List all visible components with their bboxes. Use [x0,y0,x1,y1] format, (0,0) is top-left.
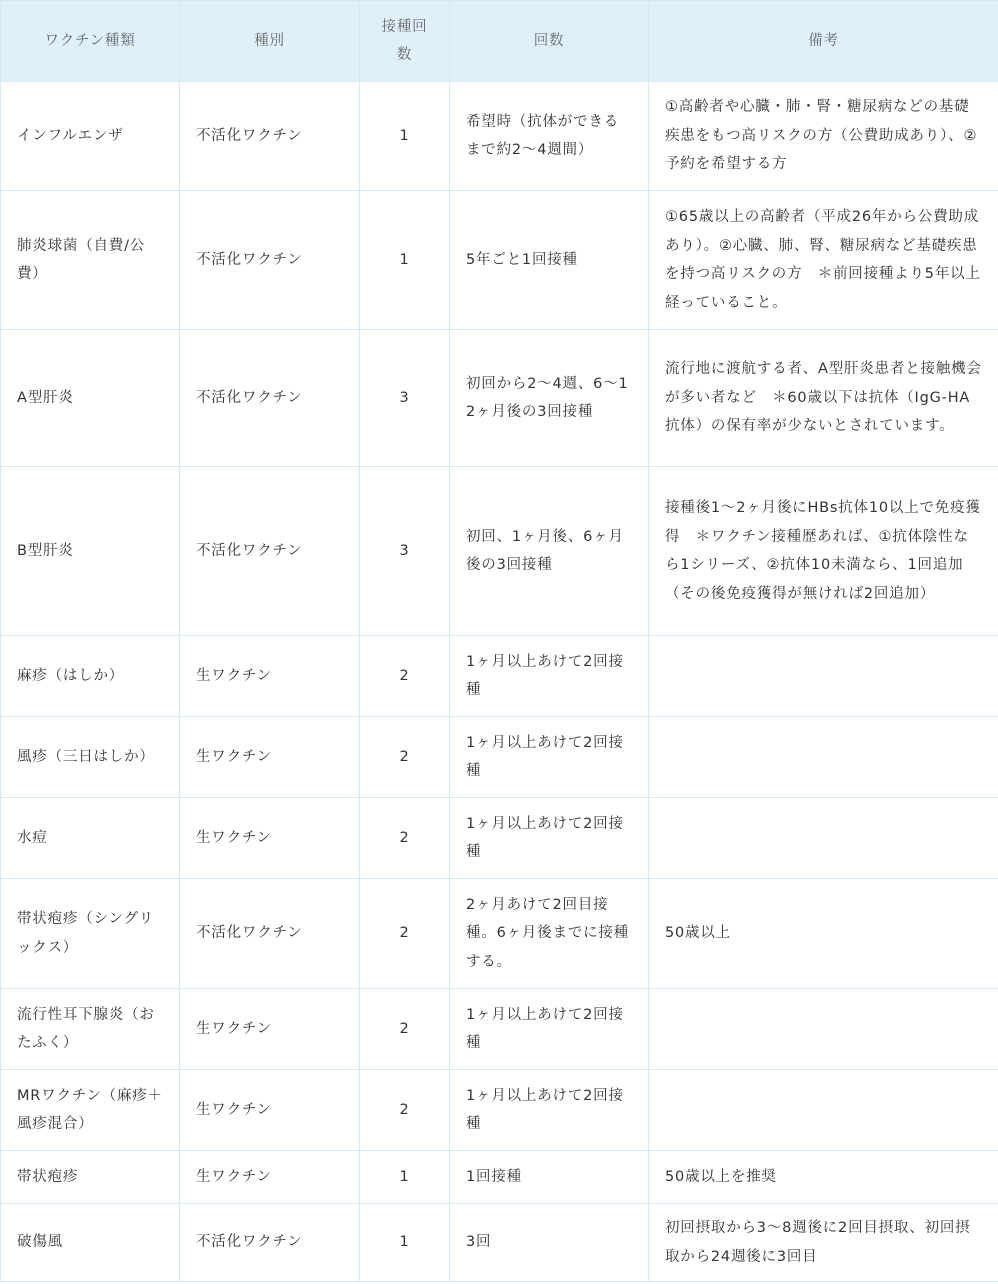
dose-count-cell: 1 [360,1204,450,1282]
notes-cell [649,636,998,717]
vaccine-name-cell: MRワクチン（麻疹＋風疹混合） [1,1070,180,1151]
vaccine-name-cell: 肺炎球菌（自費/公費） [1,191,180,330]
dose-count-cell: 2 [360,798,450,879]
dose-count-cell: 1 [360,82,450,191]
table-row [1,82,998,191]
notes-cell: 50歳以上 [649,879,998,989]
notes-cell [649,717,998,798]
notes-cell: ①65歳以上の高齢者（平成26年から公費助成あり）。②心臓、肺、腎、糖尿病など基礎疾患を持つ高リスクの方 ＊前回接種より5年以上経っていること。 [649,191,998,330]
schedule-cell: 初回から2〜4週、6〜12ヶ月後の3回接種 [450,330,649,467]
dose-count-cell: 3 [360,467,450,636]
vaccine-type-cell: 生ワクチン [180,1151,360,1204]
vaccine-type-cell: 不活化ワクチン [180,82,360,191]
table-row [1,191,998,330]
schedule-cell: 希望時（抗体ができるまで約2〜4週間） [450,82,649,191]
vaccine-type-cell: 生ワクチン [180,1070,360,1151]
vaccine-name-cell: 麻疹（はしか） [1,636,180,717]
table-row [1,1151,998,1204]
schedule-cell: 1ヶ月以上あけて2回接種 [450,1070,649,1151]
notes-cell: 50歳以上を推奨 [649,1151,998,1204]
vaccine-name-cell: 流行性耳下腺炎（おたふく） [1,989,180,1070]
vaccine-type-cell: 不活化ワクチン [180,191,360,330]
table-row [1,717,998,798]
notes-cell [649,1070,998,1151]
table-row [1,989,998,1070]
dose-count-cell: 1 [360,191,450,330]
vaccine-type-cell: 不活化ワクチン [180,330,360,467]
schedule-cell: 5年ごと1回接種 [450,191,649,330]
dose-count-cell: 3 [360,330,450,467]
notes-cell: 初回摂取から3〜8週後に2回目摂取、初回摂取から24週後に3回目 [649,1204,998,1282]
schedule-cell: 1ヶ月以上あけて2回接種 [450,989,649,1070]
schedule-cell: 2ヶ月あけて2回目接種。6ヶ月後までに接種する。 [450,879,649,989]
notes-cell: 流行地に渡航する者、A型肝炎患者と接触機会が多い者など ＊60歳以下は抗体（IgG-HA抗体）の保有率が少ないとされています。 [649,330,998,467]
schedule-cell: 初回、1ヶ月後、6ヶ月後の3回接種 [450,467,649,636]
table-row [1,1204,998,1282]
vaccine-name-cell: A型肝炎 [1,330,180,467]
table-row [1,798,998,879]
vaccine-type-cell: 生ワクチン [180,717,360,798]
dose-count-cell: 2 [360,879,450,989]
vaccine-name-cell: 水痘 [1,798,180,879]
vaccine-type-cell: 不活化ワクチン [180,1204,360,1282]
header-schedule: 回数 [450,1,649,82]
notes-cell: 接種後1〜2ヶ月後にHBs抗体10以上で免疫獲得 ＊ワクチン接種歴あれば、①抗体陰性なら1シリーズ、②抗体10未満なら、1回追加（その後免疫獲得が無ければ2回追加） [649,467,998,636]
vaccine-name-cell: 帯状疱疹 [1,1151,180,1204]
header-type: 種別 [180,1,360,82]
schedule-cell: 1回接種 [450,1151,649,1204]
table-row [1,879,998,989]
table-row [1,1070,998,1151]
header-notes: 備考 [649,1,998,82]
vaccine-name-cell: 帯状疱疹（シングリックス） [1,879,180,989]
dose-count-cell: 2 [360,989,450,1070]
vaccine-type-cell: 不活化ワクチン [180,467,360,636]
table-row [1,467,998,636]
vaccine-name-cell: インフルエンザ [1,82,180,191]
table-body [1,82,998,1282]
table-row [1,330,998,467]
vaccine-type-cell: 不活化ワクチン [180,879,360,989]
schedule-cell: 1ヶ月以上あけて2回接種 [450,636,649,717]
schedule-cell: 3回 [450,1204,649,1282]
header-count: 接種回数 [360,1,450,82]
notes-cell [649,989,998,1070]
vaccine-name-cell: B型肝炎 [1,467,180,636]
vaccine-type-cell: 生ワクチン [180,798,360,879]
notes-cell [649,798,998,879]
vaccine-type-cell: 生ワクチン [180,989,360,1070]
header-vaccine: ワクチン種類 [1,1,180,82]
vaccine-name-cell: 風疹（三日はしか） [1,717,180,798]
table-row [1,636,998,717]
dose-count-cell: 1 [360,1151,450,1204]
table-header [1,1,998,82]
schedule-cell: 1ヶ月以上あけて2回接種 [450,798,649,879]
notes-cell: ①高齢者や心臓・肺・腎・糖尿病などの基礎疾患をもつ高リスクの方（公費助成あり）、②予約を希望する方 [649,82,998,191]
dose-count-cell: 2 [360,636,450,717]
vaccine-name-cell: 破傷風 [1,1204,180,1282]
dose-count-cell: 2 [360,717,450,798]
dose-count-cell: 2 [360,1070,450,1151]
schedule-cell: 1ヶ月以上あけて2回接種 [450,717,649,798]
header-row [1,1,998,82]
vaccine-type-cell: 生ワクチン [180,636,360,717]
